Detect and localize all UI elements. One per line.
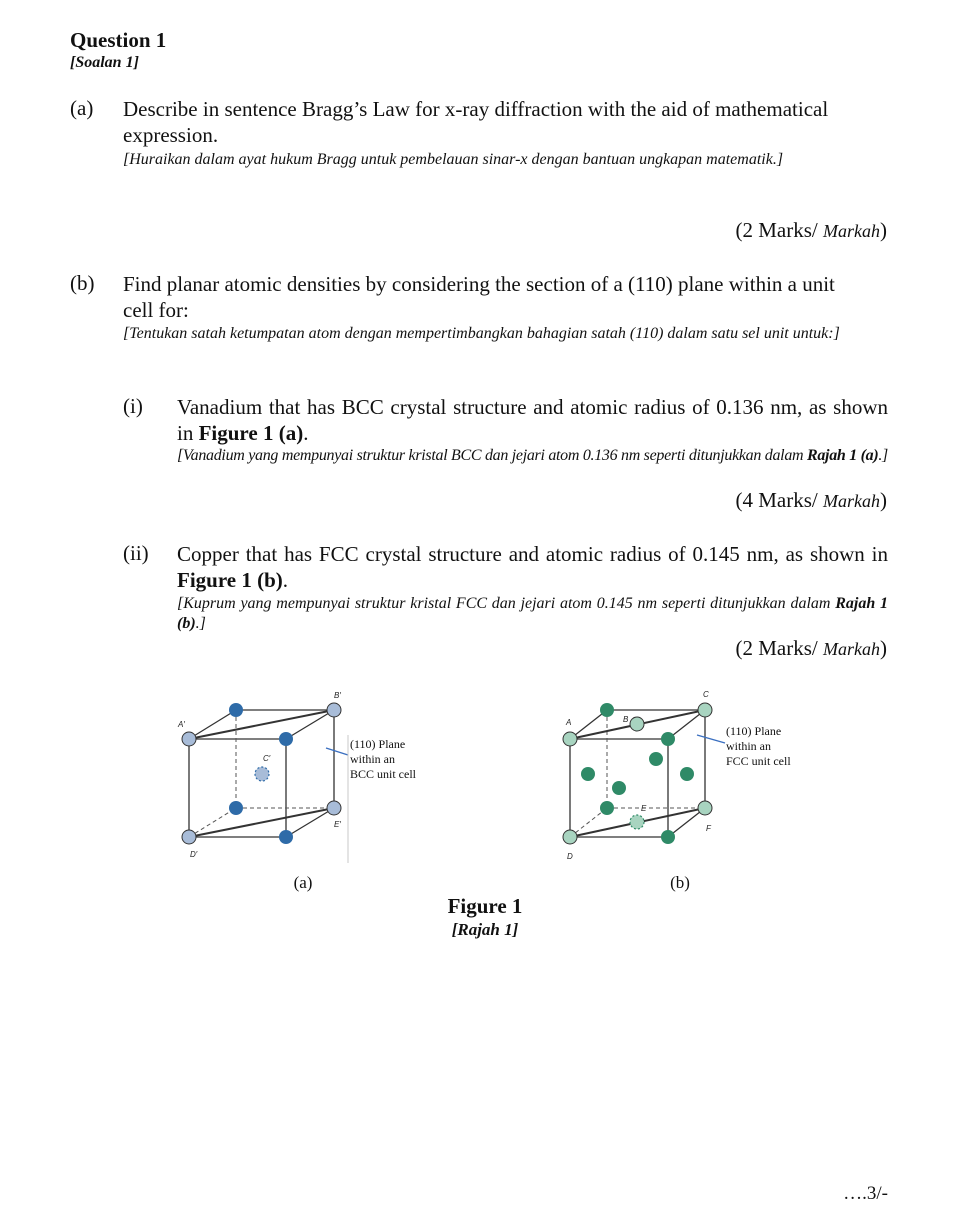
atom-back-bottom [229,801,243,815]
sub-i-text: Vanadium that has BCC crystal structure and atomic radius of 0.136 nm, as shown in Figure 1 (a). [177,395,888,445]
atom-back-top [600,703,614,717]
figure-caption-ms: [Rajah 1] [451,920,519,939]
part-b-line2: cell for: [123,298,189,322]
fcc-note-line2: within an [726,739,771,753]
page-footer: ….3/- [843,1183,888,1204]
atom-f [698,801,712,815]
point-label-a: A [566,718,572,727]
atom-front-top [279,732,293,746]
sub-ii-text-ms: [Kuprum yang mempunyai struktur kristal FCC dan jejari atom 0.145 nm seperti ditunjukkan dalam Rajah 1 (b).] [177,595,888,632]
point-label-b: B [623,715,629,724]
part-b-text-ms: [Tentukan satah ketumpatan atom dengan mempertimbangkan bahagian satah (110) dalam satu sel unit untuk:] [123,325,840,342]
point-label-a: A′ [178,720,185,729]
atom-front-top [661,732,675,746]
plane-pointer-arrow [326,748,348,755]
fcc-unit-cell-diagram [555,685,730,865]
figure-b-label: (b) [670,873,690,892]
sub-ii-label: (ii) [123,541,149,565]
sub-ii-marks: (2 Marks/ Markah) [735,636,887,660]
atom-face-right [680,767,694,781]
atom-e [327,801,341,815]
atom-front-bottom [661,830,675,844]
bcc-note-line3: BCC unit cell [350,767,416,781]
bcc-note-line1: (110) Plane [350,737,406,751]
part-b-text [123,271,893,323]
point-label-e: E [641,804,647,813]
sub-i-label: (i) [123,394,143,418]
atom-c [698,703,712,717]
part-a-text-ms: [Huraikan dalam ayat hukum Bragg untuk pembelauan sinar-x dengan bantuan ungkapan matematik.] [123,151,784,168]
question-title-ms: [Soalan 1] [70,54,139,71]
atom-d [182,830,196,844]
fcc-atoms [563,703,712,844]
atom-d [563,830,577,844]
fcc-note-line3: FCC unit cell [726,754,791,768]
atom-face-front [612,781,626,795]
point-label-c: C′ [263,754,271,763]
point-label-c: C [703,690,709,699]
point-label-d: D′ [190,850,198,859]
point-label-b: B′ [334,691,341,700]
point-label-e: E′ [334,820,341,829]
atom-a [563,732,577,746]
atom-e [630,815,644,829]
point-label-f: F [706,824,711,833]
bcc-note-line2: within an [350,752,395,766]
bcc-unit-cell-diagram [170,685,360,865]
question-title: Question 1 [70,28,167,52]
atom-b [327,703,341,717]
bcc-plane-note [350,737,416,782]
atom-b [630,717,644,731]
atom-back-top [229,703,243,717]
part-a-line2: expression. [123,123,219,147]
fcc-note-line1: (110) Plane [726,724,782,738]
sub-i-marks: (4 Marks/ Markah) [735,488,887,512]
part-b-line1: Find planar atomic densities by considering the section of a (110) plane within a unit [123,272,835,296]
part-b-label: (b) [70,271,95,295]
part-a-line1: Describe in sentence Bragg’s Law for x-ray diffraction with the aid of mathematical [123,97,829,121]
atom-face-left [581,767,595,781]
part-a-label: (a) [70,96,94,120]
sub-ii-text: Copper that has FCC crystal structure and atomic radius of 0.145 nm, as shown in Figure 1 (b). [177,542,888,592]
atom-back-bottom [600,801,614,815]
sub-i-text-ms: [Vanadium yang mempunyai struktur kristal BCC dan jejari atom 0.136 nm seperti ditunjukkan dalam Rajah 1 (a).] [177,447,888,464]
part-a-marks: (2 Marks/ Markah) [735,218,887,242]
fcc-plane-note [726,724,791,769]
atom-center [255,767,269,781]
figure-a-label: (a) [293,873,313,892]
atom-a [182,732,196,746]
part-a-text [123,96,893,148]
atom-front-bottom [279,830,293,844]
point-label-d: D [567,852,573,861]
atom-face-back [649,752,663,766]
figure-caption: Figure 1 [447,894,523,918]
plane-pointer-arrow [697,735,725,743]
